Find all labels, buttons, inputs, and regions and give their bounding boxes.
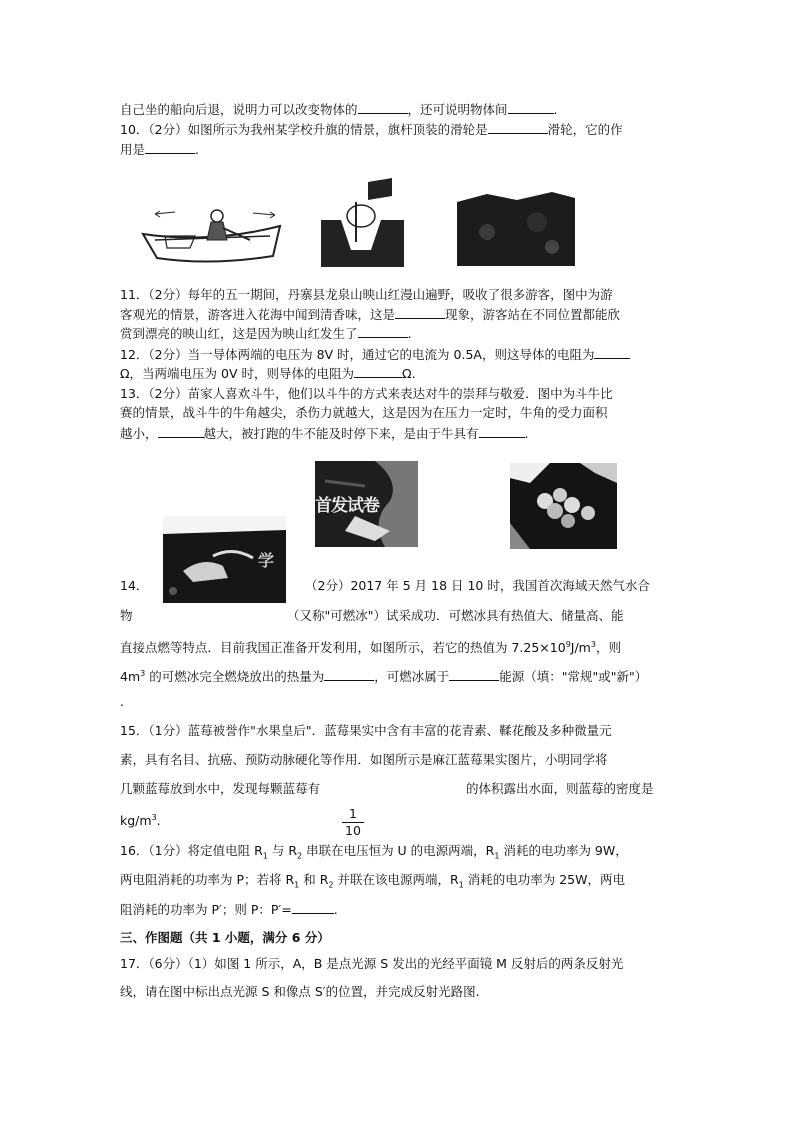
fraction-one-tenth: [342, 806, 364, 839]
question-15-line-3: [120, 781, 320, 797]
question-17-line-2: [120, 984, 480, 1000]
text-segment: 赏到漂亮的映山红，这是因为映山红发生了: [120, 326, 358, 341]
question-16-line-2: [120, 872, 625, 894]
answer-blank[interactable]: [158, 425, 204, 438]
text-line: [120, 101, 558, 118]
text-segment: ，还可说明物体间: [407, 102, 508, 117]
text-segment: 几颗蓝莓放到水中，发现每颗蓝莓有: [120, 781, 321, 796]
text-segment: 用是: [120, 142, 146, 157]
question-14-line-4: [120, 666, 647, 685]
section-heading: [120, 930, 330, 946]
answer-blank[interactable]: [479, 425, 525, 438]
text-segment: 现象，游客站在不同位置都能欣: [445, 307, 621, 322]
text-segment: .: [524, 426, 529, 441]
text-segment: 两电阻消耗的功率为 P；若将 R: [120, 872, 295, 887]
text-segment: （又称"可燃冰"）试采成功．可燃冰具有热值大、储量高、能: [287, 608, 624, 623]
text-segment: .: [120, 694, 124, 709]
superscript: 3: [151, 813, 157, 822]
text-segment: 并联在该电源两端，R: [333, 872, 459, 887]
text-segment: 和 R: [299, 872, 329, 887]
text-segment: 越小，: [120, 426, 158, 441]
text-segment: 滑轮，它的作: [547, 122, 623, 137]
answer-blank[interactable]: [449, 668, 499, 681]
text-segment: 4m: [120, 669, 141, 685]
text-segment: ，可燃冰属于: [374, 669, 450, 685]
question-12-line-2: [120, 365, 416, 382]
text-segment: 赛的情景，战斗牛的牛角越尖，杀伤力就越大，这是因为在压力一定时，牛角的受力面积: [120, 405, 608, 420]
text-segment: Ω，当两端电压为 0V 时，则导体的电阻为: [120, 366, 355, 381]
text-segment: ，则: [595, 640, 621, 656]
answer-blank[interactable]: [145, 141, 195, 154]
subscript: 1: [262, 851, 268, 861]
text-segment: 的可燃冰完全燃烧放出的热量为: [145, 669, 325, 685]
text-segment: 物: [120, 608, 133, 623]
combustible-ice-image: [315, 461, 418, 547]
subscript: 1: [494, 851, 500, 861]
text-segment: 17．（6分）（1）如图 1 所示，A，B 是点光源 S 发出的光经平面镜 M 反射后的两条反射光: [120, 956, 624, 971]
question-15-line-4: [120, 810, 161, 829]
question-11-line-3: [120, 325, 412, 342]
text-segment: 三、作图题（共 1 小题，满分 6 分）: [120, 930, 330, 945]
superscript: 3: [140, 669, 146, 678]
text-segment: .: [156, 813, 161, 829]
subscript: 2: [328, 880, 334, 890]
text-segment: 与 R: [267, 843, 298, 858]
question-14-line-1b: [305, 578, 650, 594]
text-segment: 消耗的电功率为 25W，两电: [463, 872, 625, 887]
text-segment: 消耗的电功率为 9W，: [499, 843, 628, 858]
text-segment: 直接点燃等特点．目前我国正准备开发利用，如图所示，若它的热值为 7.25×10: [120, 640, 566, 656]
text-segment: 16．（1分）将定值电阻 R: [120, 843, 263, 858]
text-segment: kg/m: [120, 813, 152, 829]
text-segment: 串联在电压恒为 U 的电源两端，R: [302, 843, 495, 858]
image-caption: 首发试卷: [315, 496, 379, 516]
text-segment: 14．: [120, 578, 149, 593]
subscript: 1: [458, 880, 464, 890]
question-16-line-3: [120, 901, 338, 918]
text-segment: 越大，被打跑的牛不能及时停下来，是由于牛具有: [203, 426, 479, 441]
answer-blank[interactable]: [358, 101, 408, 114]
subscript: 2: [297, 851, 303, 861]
text-segment: 11．（2分）每年的五一期间，丹寨县龙泉山映山红漫山遍野，吸收了很多游客，图中为游: [120, 287, 613, 302]
answer-blank[interactable]: [324, 668, 374, 681]
question-10-line-2: [120, 141, 199, 158]
answer-blank[interactable]: [594, 346, 630, 359]
text-segment: .: [195, 142, 199, 157]
question-11-line-1: [120, 287, 613, 303]
mountain-flower-image: [457, 192, 575, 266]
question-13-line-2: [120, 405, 608, 421]
question-11-line-2: [120, 306, 620, 323]
text-segment: .: [553, 102, 558, 117]
answer-blank[interactable]: [358, 325, 408, 338]
answer-blank[interactable]: [354, 365, 402, 378]
text-segment: 15．（1分）蓝莓被誉作"水果皇后"．蓝莓果实中含有丰富的花青素、鞣花酸及多种微量元: [120, 723, 612, 738]
fraction-numerator: 1: [342, 806, 364, 823]
text-segment: 的体积露出水面，则蓝莓的密度是: [466, 781, 654, 796]
text-segment: （2分）2017 年 5 月 18 日 10 时，我国首次海域天然气水合: [305, 578, 650, 593]
question-16-line-1: [120, 843, 628, 865]
text-segment: 客观光的情景，游客进入花海中闻到清香味，这是: [120, 307, 396, 322]
text-segment: 13．（2分）苗家人喜欢斗牛，他们以斗牛的方式来表达对牛的崇拜与敬爱．图中为斗牛比: [120, 386, 613, 401]
text-segment: 10．（2分）如图所示为我州某学校升旗的情景，旗杆顶装的滑轮是: [120, 122, 488, 137]
superscript: 3: [590, 640, 596, 649]
text-segment: 线，请在图中标出点光源 S 和像点 S′的位置，并完成反射光路图.: [120, 984, 480, 999]
question-17-line-1: [120, 956, 623, 972]
boat-image: [135, 200, 285, 268]
question-14-line-5: [120, 694, 124, 710]
pulley-flag-image: [316, 172, 406, 267]
superscript: 9: [565, 640, 571, 649]
text-segment: 自己坐的船向后退，说明力可以改变物体的: [120, 102, 358, 117]
question-12-line-1: [120, 346, 630, 363]
question-13-line-1: [120, 386, 613, 402]
answer-blank[interactable]: [292, 901, 334, 914]
text-segment: 能源（填："常规"或"新"）: [499, 669, 648, 685]
text-segment: 12．（2分）当一导体两端的电压为 8V 时，通过它的电流为 0.5A，则这导体的电阻为: [120, 347, 595, 362]
blueberry-image: [510, 463, 617, 549]
question-14-line-2b: [287, 608, 624, 624]
question-10-line-1: [120, 121, 623, 138]
answer-blank[interactable]: [488, 121, 548, 134]
fraction-denominator: 10: [345, 823, 361, 838]
text-segment: 阻消耗的功率为 P′；则 P：P′=: [120, 902, 292, 917]
question-15-line-2: [120, 752, 608, 768]
text-segment: J/m: [570, 640, 591, 656]
question-13-line-3: [120, 425, 529, 442]
question-15-line-3b: [466, 781, 654, 797]
image-caption: 学: [258, 551, 275, 570]
question-14-line-2: [120, 608, 133, 624]
answer-blank[interactable]: [508, 101, 554, 114]
text-segment: 素，具有名目、抗癌、预防动脉硬化等作用．如图所示是麻江蓝莓果实图片，小明同学将: [120, 752, 608, 767]
question-14-line-3: [120, 637, 621, 656]
bullfight-image: [163, 516, 286, 603]
question-15-line-1: [120, 723, 612, 739]
text-segment: .: [407, 326, 412, 341]
text-segment: .: [333, 902, 338, 917]
subscript: 1: [294, 880, 300, 890]
text-segment: Ω.: [402, 366, 416, 381]
answer-blank[interactable]: [395, 306, 445, 319]
question-14-line-1: [120, 578, 148, 594]
